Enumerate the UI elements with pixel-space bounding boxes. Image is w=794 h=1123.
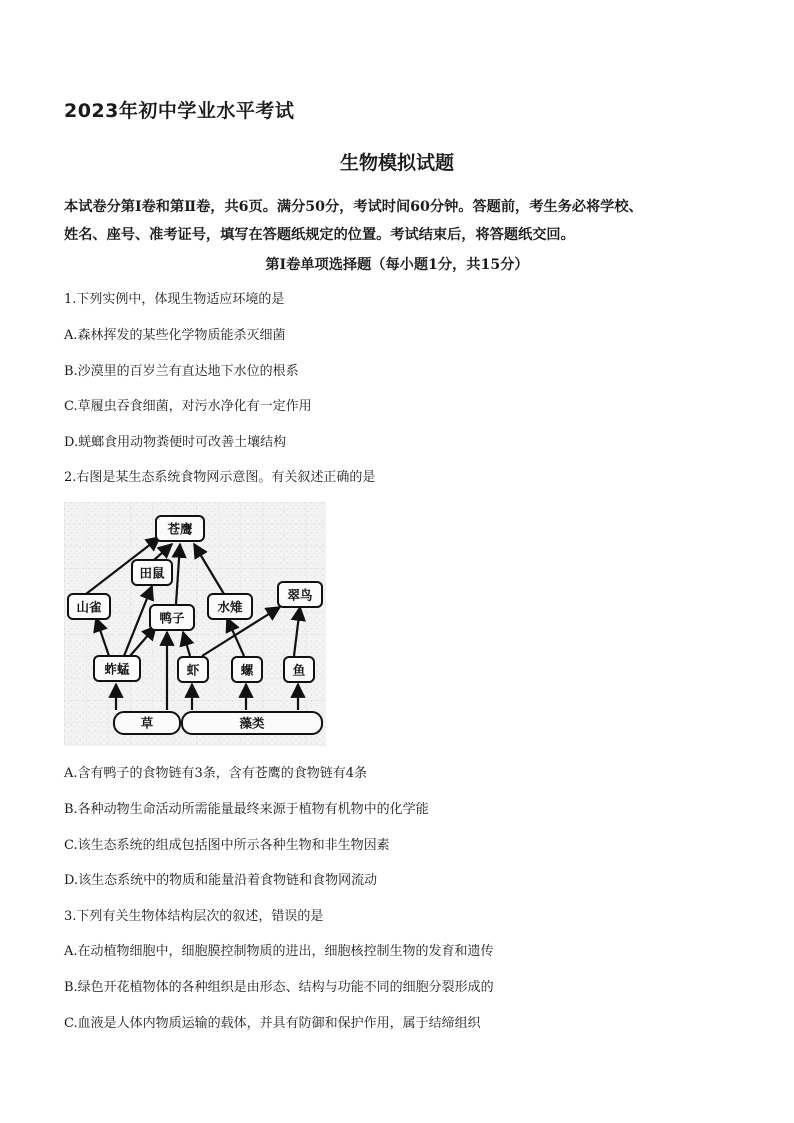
food-web-figure (64, 502, 326, 746)
exam-instructions (64, 193, 744, 249)
instructions-line-2: 姓名、座号、准考证号，填写在答题纸规定的位置。考试结束后，将答题纸交回。 (64, 227, 575, 243)
question-2-option-b: B.各种动物生命活动所需能量最终来源于植物有机物中的化学能 (64, 802, 429, 817)
label-grass: 草 (140, 715, 154, 731)
question-1-option-d: D.蜣螂食用动物粪便时可改善土壤结构 (64, 435, 287, 450)
question-1-stem: 1.下列实例中，体现生物适应环境的是 (64, 292, 285, 307)
question-1-option-b: B.沙漠里的百岁兰有直达地下水位的根系 (64, 364, 299, 379)
question-2-option-d: D.该生态系统中的物质和能量沿着食物链和食物网流动 (64, 873, 378, 888)
question-3-option-a: A.在动植物细胞中，细胞膜控制物质的进出，细胞核控制生物的发育和遗传 (64, 944, 494, 959)
question-1-option-a: A.森林挥发的某些化学物质能杀灭细菌 (64, 328, 286, 343)
label-sparrow: 山雀 (76, 599, 102, 615)
label-algae: 藻类 (239, 715, 265, 731)
question-1-option-c: C.草履虫吞食细菌，对污水净化有一定作用 (64, 399, 312, 414)
paper-title: 生物模拟试题 (339, 152, 454, 174)
label-snail: 螺 (240, 662, 254, 678)
label-duck: 鸭子 (159, 610, 185, 626)
exam-title: 2023年初中学业水平考试 (64, 100, 295, 122)
label-fish: 鱼 (292, 662, 306, 678)
question-3-option-b: B.绿色开花植物体的各种组织是由形态、结构与功能不同的细胞分裂形成的 (64, 980, 494, 995)
label-hawk: 苍鹰 (167, 521, 193, 537)
label-vole: 田鼠 (139, 565, 165, 581)
question-2-option-c: C.该生态系统的组成包括图中所示各种生物和非生物因素 (64, 838, 390, 853)
section-heading: 第Ⅰ卷单项选择题（每小题1分，共15分） (265, 257, 529, 273)
label-waterhen: 水雉 (217, 599, 243, 615)
instructions-line-1: 本试卷分第Ⅰ卷和第Ⅱ卷，共6页。满分50分，考试时间60分钟。答题前，考生务必将学校、 (64, 199, 643, 215)
question-3-option-c: C.血液是人体内物质运输的载体，并具有防御和保护作用，属于结缔组织 (64, 1016, 481, 1031)
food-web-diagram (64, 502, 326, 746)
label-shrimp: 虾 (186, 662, 200, 678)
label-grasshopper: 蚱蜢 (104, 661, 130, 677)
question-3-stem: 3.下列有关生物体结构层次的叙述，错误的是 (64, 909, 324, 924)
question-2-option-a: A.含有鸭子的食物链有3条，含有苍鹰的食物链有4条 (64, 766, 368, 781)
label-kingfisher: 翠鸟 (287, 587, 313, 603)
question-2-stem: 2.右图是某生态系统食物网示意图。有关叙述正确的是 (64, 470, 376, 485)
